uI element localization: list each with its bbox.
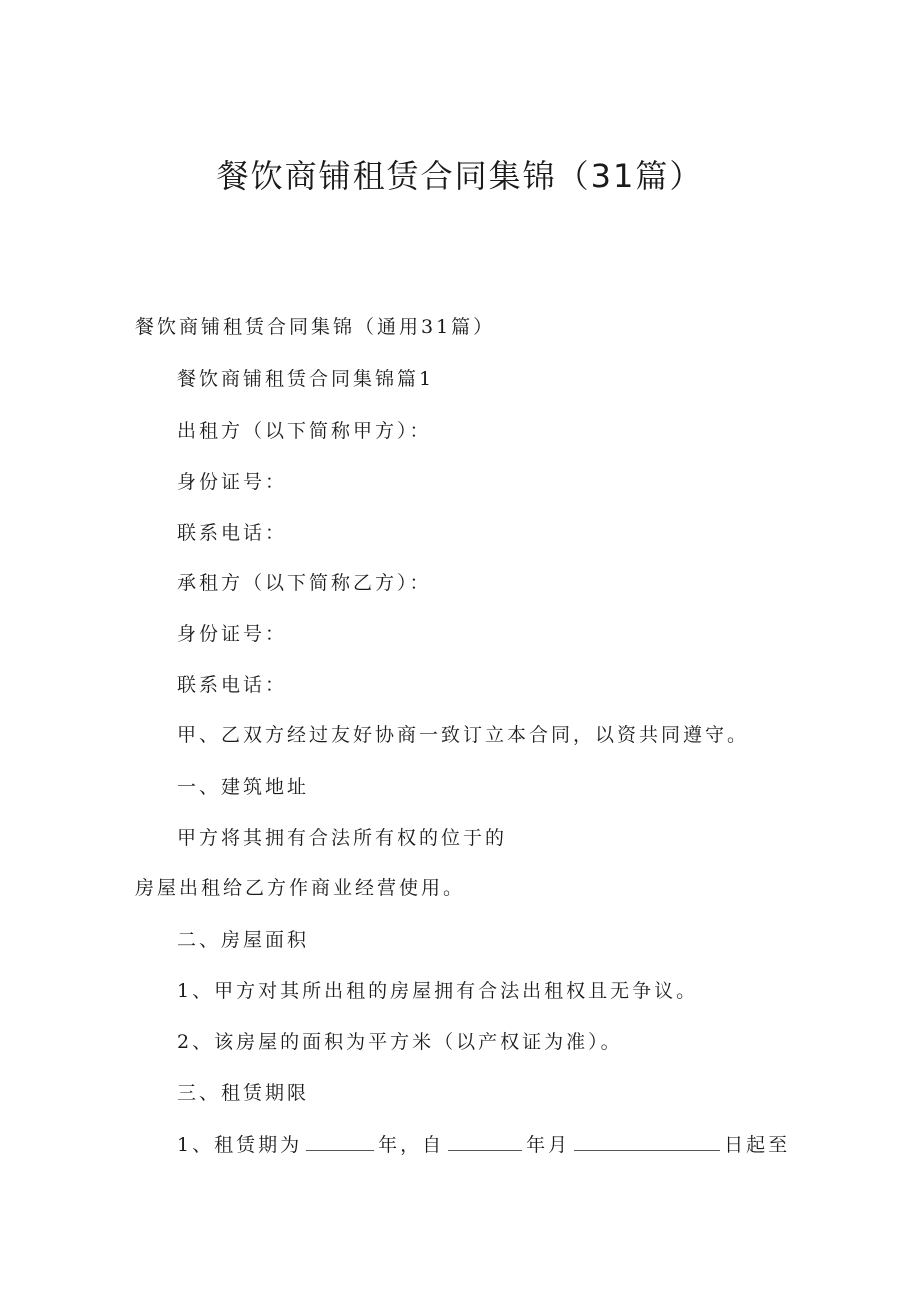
clause1-title: 一、建筑地址	[177, 776, 310, 798]
lessor-line: 出租方（以下简称甲方）：	[177, 420, 432, 442]
clause1-text-a: 甲方将其拥有合法所有权的位于的	[177, 827, 508, 849]
clause1-text-b: 房屋出租给乙方作商业经营使用。	[135, 877, 466, 899]
blank-line	[306, 1132, 374, 1151]
blank-line	[448, 1132, 522, 1151]
clause3-title: 三、租赁期限	[177, 1082, 310, 1104]
clause3-item1	[177, 1130, 790, 1160]
agreement-line: 甲、乙双方经过友好协商一致订立本合同，以资共同遵守。	[177, 724, 750, 746]
clause3-item1-part2: 年，自	[378, 1134, 445, 1156]
section-heading: 餐饮商铺租赁合同集锦篇1	[177, 368, 435, 390]
clause2-item1: 1、甲方对其所出租的房屋拥有合法出租权且无争议。	[177, 980, 699, 1002]
lessee-phone-line: 联系电话：	[177, 674, 288, 696]
document-subtitle: 餐饮商铺租赁合同集锦（通用31篇）	[135, 316, 496, 338]
clause3-item1-part1: 1、租赁期为	[177, 1134, 303, 1156]
lessor-id-line: 身份证号：	[177, 471, 288, 493]
document-title: 餐饮商铺租赁合同集锦（31篇）	[216, 157, 704, 195]
clause3-item1-part3: 年月	[526, 1134, 571, 1156]
clause2-item2: 2、该房屋的面积为平方米（以产权证为准）。	[177, 1031, 623, 1053]
lessee-id-line: 身份证号：	[177, 623, 288, 645]
clause2-title: 二、房屋面积	[177, 929, 310, 951]
blank-line	[574, 1132, 720, 1151]
clause3-item1-part4: 日起至	[724, 1134, 791, 1156]
lessor-phone-line: 联系电话：	[177, 522, 288, 544]
lessee-line: 承租方（以下简称乙方）：	[177, 572, 432, 594]
